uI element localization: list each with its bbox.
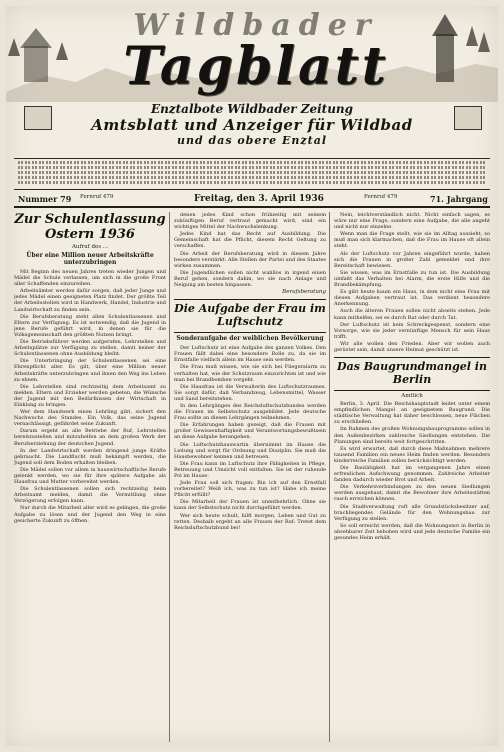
volume-year: 71. Jahrgang: [430, 194, 488, 204]
paragraph: Es gibt heute kaum ein Haus, in dem nicht eine Frau mit diesen Aufgaben vertraut ist. Das verdient besondere Anerkennung.: [334, 289, 490, 308]
paragraph: Als der Luftschutz vor Jahren eingeführt wurde, haben sich die Frauen in großer Zahl gemeldet und ihre Bereitschaft bewiesen.: [334, 250, 490, 269]
paragraph: Wer sich heute schult, hilft morgen, Leben und Gut zu retten. Deshalb ergeht an alle Frauen der Ruf: Tretet dem Reichsluftschutzbund bei!: [174, 512, 326, 531]
paragraph: Berlin, 3. April. Die Reichshauptstadt leidet unter einem empfindlichen Mangel an geeignetem Baugrund. Die städtische Verwaltung hat daher beschlossen, neue Flächen zu erschließen.: [334, 401, 490, 426]
article-signoff: Berufsberatung: [282, 289, 326, 296]
paragraph: Nein, leichtverständlich nicht. Nicht einfach sagen, es wäre nur eine Frage, sondern eine Aufgabe, die alle angeht und nicht nur einzelne.: [334, 212, 490, 231]
article-headline-luftschutz: Die Aufgabe der Frau im Luftschutz: [174, 302, 326, 329]
masthead-town-name: Wildbader: [133, 8, 379, 43]
issue-number: Nummer 79: [18, 194, 72, 204]
column-1: [14, 212, 166, 744]
column-3: [334, 212, 490, 744]
phone-left: Fernruf 479: [80, 194, 114, 200]
article-body: [174, 345, 326, 531]
paragraph: Nur durch die Mitarbeit aller wird es gelingen, die große Aufgabe zu lösen und der Jugend den Weg in eine gesicherte Zukunft zu öffnen.: [14, 505, 166, 524]
paragraph: Jede Frau soll sich fragen: Bin ich auf den Ernstfall vorbereitet? Weiß ich, was zu tun ist? Habe ich meine Pflicht erfüllt?: [174, 480, 326, 499]
issue-date: Freitag, den 3. April 1936: [194, 194, 324, 204]
masthead: [6, 6, 498, 156]
paragraph: Die Arbeit der Berufsberatung wird in diesem Jahre besonders verstärkt. Alle Stellen der Partei und des Staates wirken zusammen.: [174, 250, 326, 269]
paragraph: Die Frau kann im Luftschutz ihre Fähigkeiten in Pflege, Betreuung und Umsicht voll entfalten. Sie ist der ruhende Pol im Hause.: [174, 460, 326, 479]
paragraph: Die Unterbringung der Schulentlassenen sei eine Ehrenpflicht aller. Es gilt, über eine Million neuer Arbeitskräfte unterzubringen und ihnen den Weg ins Leben zu ebnen.: [14, 358, 166, 383]
paragraph: Die Mitarbeit der Frauen ist unentbehrlich. Ohne sie kann der Selbstschutz nicht durchgeführt werden.: [174, 499, 326, 512]
paragraph: Die Betriebsführer werden aufgerufen, Lehrstellen und Arbeitsplätze zur Verfügung zu stellen, damit keiner der Schulentlassenen ohne Ausbildung bleibt.: [14, 339, 166, 358]
article-kicker: Aufruf des ...: [71, 244, 109, 250]
headline-box: [334, 357, 490, 391]
paragraph: Arbeitsämter werden dafür sorgen, daß jeder Junge und jedes Mädel einen geeigneten Platz findet. Der größte Teil der Arbeitsstellen wird in Handwerk, Handel, Industrie und Landwirtschaft zu finden sein.: [14, 288, 166, 313]
paragraph: Die Frau muß wissen, wie sie sich bei Fliegeralarm zu verhalten hat, wie der Schutzraum einzurichten ist und wie man bei Brandbomben vorgeht.: [174, 364, 326, 383]
column-2: [174, 212, 326, 744]
newspaper-page: [6, 6, 498, 746]
article-body: [334, 401, 490, 541]
article-headline-schulentlassung: Zur Schulentlassung Ostern 1936: [14, 212, 166, 242]
paragraph: So soll erreicht werden, daß die Wohnungsnot in Berlin in absehbarer Zeit behoben wird und jede deutsche Familie ein gesundes Heim erhält.: [334, 522, 490, 542]
masthead-title: Tagblatt: [123, 36, 389, 97]
paragraph: Die Stadtverwaltung ruft alle Grundstücksbesitzer auf, brachliegendes Gelände für den Wohnungsbau zur Verfügung zu stellen.: [334, 503, 490, 522]
masthead-region: und das obere Enztal: [176, 134, 328, 147]
paragraph: Die Hausfrau ist die Verwalterin des Luftschutzraumes. Sie sorgt dafür, daß Verbandzeug, Lebensmittel, Wasser und Sand bereitstehen.: [174, 383, 326, 402]
phone-right: Fernruf 479: [364, 194, 398, 200]
paragraph: Mit Beginn des neuen Jahres treten wieder Jungen und Mädel die Schule verlassen, um sich in die große Front aller Schaffenden einzureihen.: [14, 269, 166, 288]
article-headline-baugrund: Das Baugrundmangel in Berlin: [337, 360, 487, 387]
article-body-continued: [174, 212, 326, 288]
paragraph: Wer dem Handwerk einen Lehrling gibt, sichert den Nachwuchs des Standes. Ein Volk, das seine Jugend vernachlässigt, gefährdet seine Zukunft.: [14, 409, 166, 428]
article-kicker: Amtlich: [401, 393, 423, 400]
paragraph: Die Mädel sollen vor allem in hauswirtschaftliche Berufe gelenkt werden, wo sie für ihre spätere Aufgabe als Hausfrau und Mutter vorbereitet werden.: [14, 466, 166, 486]
paragraph: Darum ergeht an alle Betriebe der Ruf, Lehrstellen bereitzustellen und mitzuhelfen an dem großen Werk der Berufserziehung der deutschen Jugend.: [14, 428, 166, 447]
paragraph: Im Rahmen des großen Wohnungsbauprogramms sollen in den Außenbezirken zahlreiche Siedlungen entstehen. Die Planungen sind bereits weit fortgeschritten.: [334, 426, 490, 445]
paragraph: Sie wissen, was im Ernstfalle zu tun ist. Die Ausbildung umfaßt das Verhalten bei Alarm, die erste Hilfe und die Brandbekämpfung.: [334, 269, 490, 289]
paragraph: Auch die älteren Frauen sollen nicht abseits stehen. Jede kann mithelfen, sei es durch Rat oder durch Tat.: [334, 308, 490, 321]
date-bar: [14, 192, 490, 208]
paragraph: Die Luftschutzhauswartin übernimmt im Hause die Leitung und sorgt für Ordnung und Disziplin. Sie muß die Hausbewohner kennen und betreuen.: [174, 441, 326, 460]
paragraph: Die Bautätigkeit hat im vergangenen Jahre einen erfreulichen Aufschwung genommen. Zahlreiche Arbeiter fanden dadurch wieder Brot und Arbeit.: [334, 465, 490, 484]
paragraph: Die Schulentlassenen sollen sich rechtzeitig beim Arbeitsamt melden, damit die Vermittlung ohne Verzögerung erfolgen kann.: [14, 486, 166, 505]
column-rule: [169, 212, 170, 742]
paragraph: Die Lehrstellen sind rechtzeitig dem Arbeitsamt zu melden. Eltern und Erzieher werden gebeten, die Wünsche der Jugend mit den Bedürfnissen der Wirtschaft in Einklang zu bringen.: [14, 383, 166, 408]
column-rule: [329, 212, 330, 742]
masthead-subtitle: Enztalbote Wildbader Zeitung: [150, 102, 354, 116]
paragraph: Die Berufsberatung steht allen Schulentlassenen und Eltern zur Verfügung. Es ist notwendig, daß die Jugend in jene Berufe geführt wird, in denen sie für die Volksgemeinschaft den größten Nutzen bringt.: [14, 313, 166, 338]
masthead-official-gazette: Amtsblatt und Anzeiger für Wildbad: [91, 116, 413, 134]
paragraph: denen jedes Kind schon frühzeitig mit seinem zukünftigen Beruf vertraut gemacht wird, sind ein wichtiges Mittel der Nachwuchslenkung.: [174, 212, 326, 231]
paragraph: Der Luftschutz ist eine Aufgabe des ganzen Volkes. Den Frauen fällt dabei eine besondere Rolle zu, da sie im Ernstfalle vielfach allein im Hause sein werden.: [174, 345, 326, 364]
paragraph: Es wird erwartet, daß durch diese Maßnahmen mehrere tausend Familien ein neues Heim finden werden. Besonders kinderreiche Familien sollen berücksichtigt werden.: [334, 445, 490, 464]
article-deck: Über eine Million neuer Arbeitskräfte unterzubringen: [26, 252, 154, 266]
paragraph: Jedes Kind hat das Recht auf Ausbildung. Die Gemeinschaft hat die Pflicht, diesem Recht Geltung zu verschaffen.: [174, 231, 326, 250]
paragraph: In den Lehrgängen des Reichsluftschutzbundes werden die Frauen im Selbstschutz ausgebildet. Jede deutsche Frau sollte an diesen Lehrgängen teilnehmen.: [174, 402, 326, 422]
article-deck: Sonderaufgabe der weiblichen Bevölkerung: [176, 335, 324, 343]
paragraph: Die Verkehrsverbindungen zu den neuen Siedlungen werden ausgebaut, damit die Bewohner ihre Arbeitsstätten rasch erreichen können.: [334, 484, 490, 503]
article-body: [14, 269, 166, 524]
paragraph: Wenn man die Frage stellt, wie sie im Alltag aussieht, so muß man sich klarmachen, daß die Frau im Hause oft allein steht.: [334, 231, 490, 250]
paragraph: Die Jugendlichen sollen nicht wahllos in irgend einen Beruf gehen, sondern dahin, wo sie nach Anlage und Neigung am besten hinpassen.: [174, 269, 326, 289]
paragraph: Wir alle wollen den Frieden. Aber wir wollen auch gerüstet sein, damit unsere Heimat geschützt ist.: [334, 340, 490, 353]
paragraph: In der Landwirtschaft werden dringend junge Kräfte gebraucht. Die Landflucht muß bekämpft werden, die Jugend soll dem Boden erhalten bleiben.: [14, 447, 166, 466]
paragraph: Die Erfahrungen haben gezeigt, daß die Frauen mit großer Gewissenhaftigkeit und Verantwortungsbewußtsein an diese Aufgabe herangehen.: [174, 422, 326, 441]
headline-box: [174, 299, 326, 333]
publisher-fine-print: [14, 158, 490, 190]
paragraph: Der Luftschutz ist kein Schreckgespenst, sondern eine Vorsorge, wie sie jeder vernünftige Mensch für sein Haus trifft.: [334, 321, 490, 340]
article-body-continued: [334, 212, 490, 353]
